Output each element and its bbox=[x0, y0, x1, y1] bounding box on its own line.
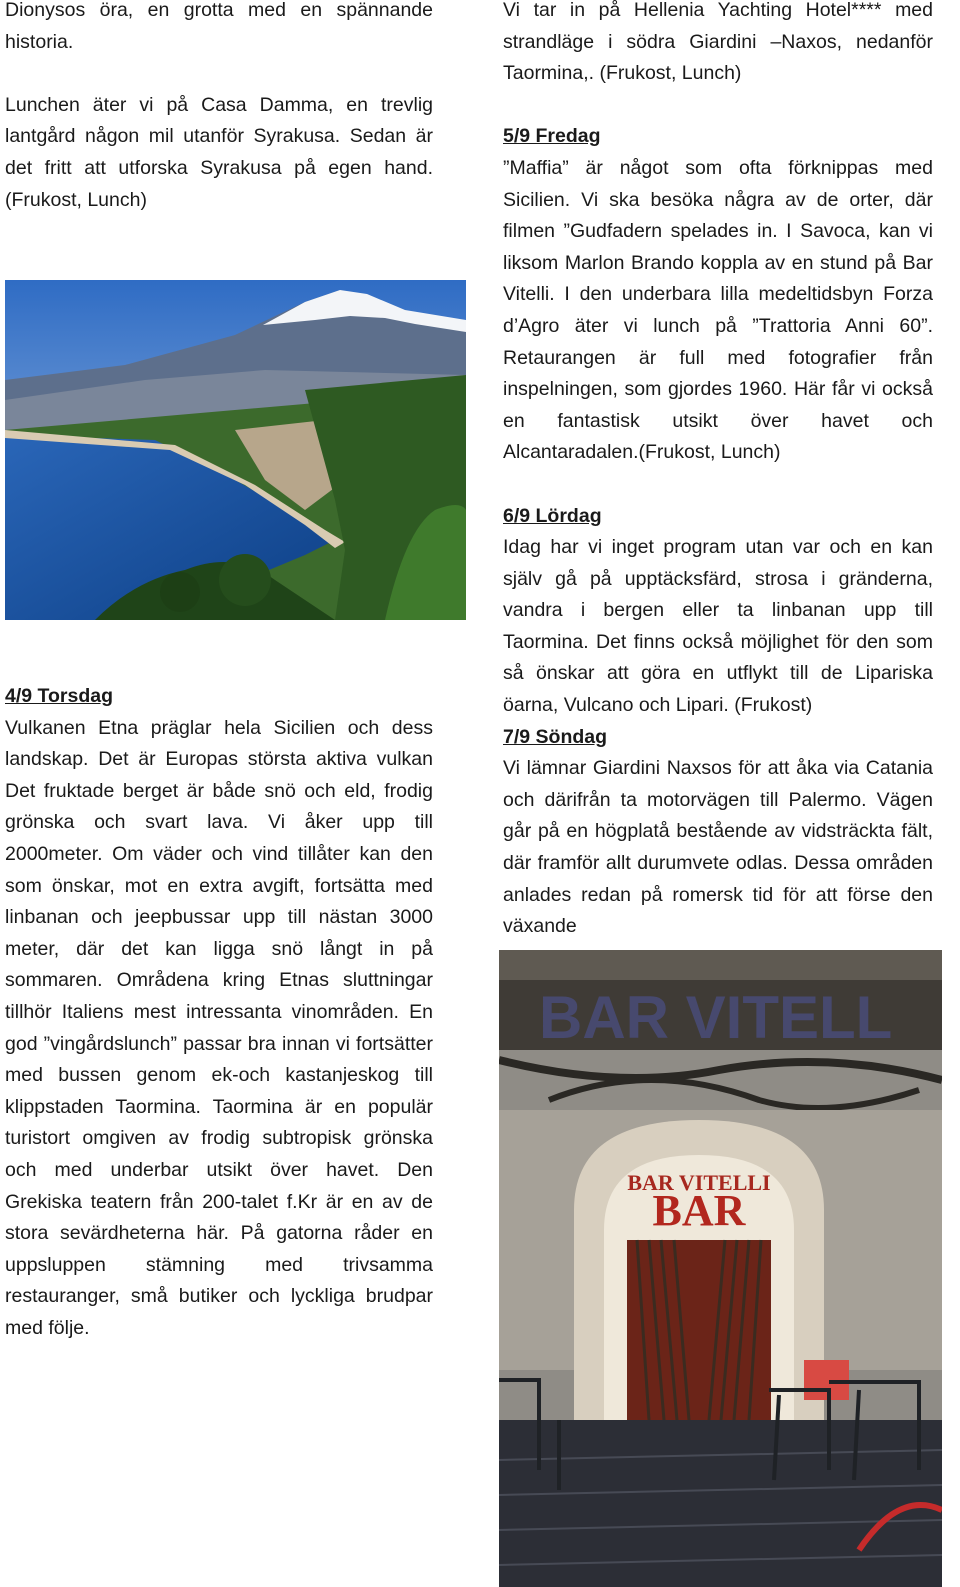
lunch-paragraph: Lunchen äter vi på Casa Damma, en trevlig lantgård någon mil utanför Syrakusa. Sedan är det fritt att utforska Syrakusa på egen hand. (Frukost, Lunch) bbox=[5, 93, 433, 211]
intro-paragraph: Dionysos öra, en grotta med en spännande historia. bbox=[5, 0, 433, 53]
day-5-heading: 5/9 Fredag bbox=[503, 125, 601, 148]
photo-etna-coast-icon bbox=[5, 280, 466, 620]
bar-sign-text: BAR bbox=[652, 1186, 746, 1235]
svg-text:BAR VITELL: BAR VITELL bbox=[539, 984, 893, 1051]
bar-arch-text: BAR VITELLI bbox=[627, 1170, 771, 1195]
day-4-section bbox=[5, 681, 433, 1344]
day-6-body: Idag har vi inget program utan var och en kan själv gå på upptäcksfärd, strosa i gränderna, vandra i bergen eller ta linbanan upp till Taormina. Det finns också möjlighet för den som så önskar att göra en utflykt till de Lipariska öarna, Vulcano och Lipari. (Frukost) bbox=[503, 536, 933, 717]
day-6-heading: 6/9 Lördag bbox=[503, 504, 602, 527]
day-4-body: Vulkanen Etna präglar hela Sicilien och dess landskap. Det är Europas största aktiva vulkan Det fruktade berget är både snö och eld, frodig grönska och svart lava. Vi åker upp till 2000meter. Om väder och vind tillåter kan den som önskar, mot en extra avgift, fortsätta med linbanan och jeepbussar upp till nästan 3000 meter, där det kan ligga snö långt in på sommaren. Områdena kring Etnas sluttningar tillhör Italiens mest intressanta vinområden. En god ”vingårdslunch” passar bra innan vi fortsätter med bussen genom ek-och kastanjeskog till klippstaden Taormina. Taormina är en populär turistort omgiven av frodig subtropisk grönska och med underbar utsikt över havet. Den Grekiska teatern från 200-talet f.Kr är en av de stora sevärdheterna här. På gatorna råder en uppsluppen stämning med trivsamma restauranger, små butiker och lyckliga brudpar med följe. bbox=[5, 716, 433, 1339]
day-7-body: Vi lämnar Giardini Naxsos för att åka via Catania och därifrån ta motorvägen till Palermo. Vägen går på en högplatå bestående av vidsträckta fält, där framför allt durumvete odlas. Dessa områden anlades redan på romersk tid för att förse den växande bbox=[503, 757, 933, 938]
left-column bbox=[5, 0, 433, 216]
day-4-heading: 4/9 Torsdag bbox=[5, 685, 114, 707]
photo-bar-vitelli-icon bbox=[499, 950, 942, 1587]
day-7-heading: 7/9 Söndag bbox=[503, 725, 608, 748]
etna-photo bbox=[5, 280, 466, 620]
hotel-paragraph: Vi tar in på Hellenia Yachting Hotel**** med strandläge i södra Giardini –Naxos, nedanför Taormina,. (Frukost, Lunch) bbox=[503, 0, 933, 85]
right-column bbox=[503, 0, 933, 943]
day-5-body: ”Maffia” är något som ofta förknippas med Sicilien. Vi ska besöka några av de orter, där filmen ”Gudfadern spelades in. I Savoca, kan vi liksom Marlon Brando koppla av en stund på Bar Vitelli. I den underbara lilla medeltidsbyn Forza d’Agro äter vi lunch på ”Trattoria Anni 60”. Retaurangen är full med fotografier från inspelningen, som gjordes 1960. Här får vi också en fantastisk utsikt över havet och Alcantaradalen.(Frukost, Lunch) bbox=[503, 156, 933, 464]
bar-vitelli-photo bbox=[499, 950, 942, 1587]
